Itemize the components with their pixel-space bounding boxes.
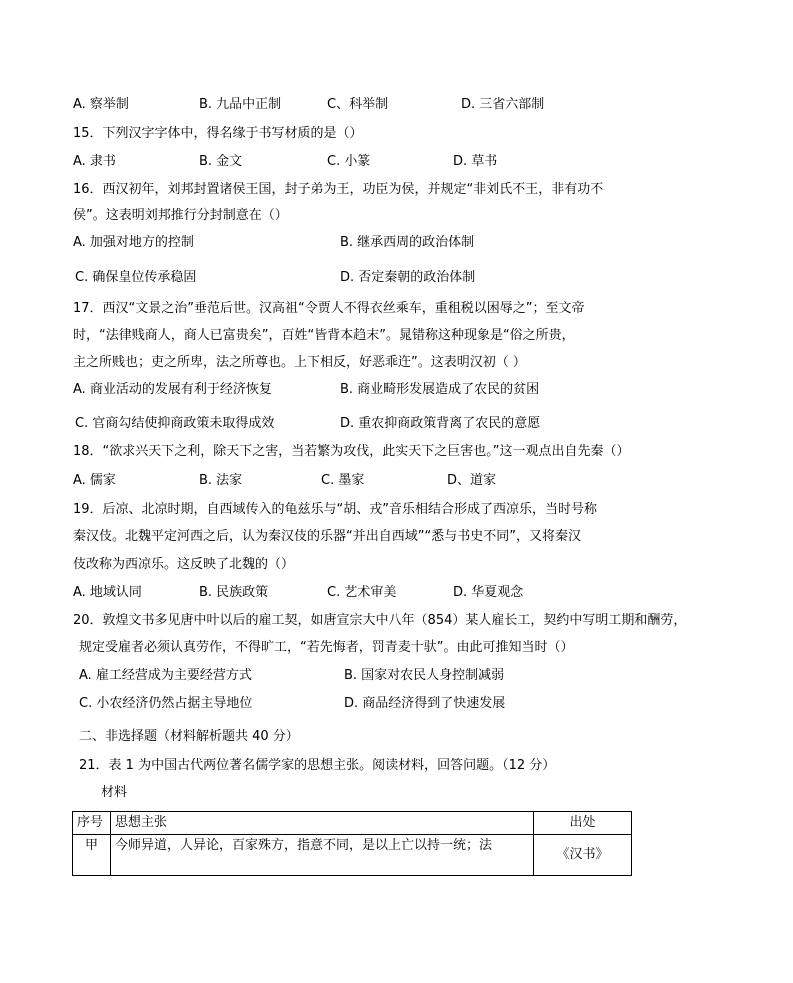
q18-stem: 18．“欲求兴天下之利，除天下之害，当若繁为攻伐，此实天下之巨害也。”这一观点出自先秦（） [73, 444, 630, 459]
q19-option-d: D. 华夏观念 [453, 585, 524, 600]
q20-stem-line-1: 20．敦煌文书多见唐中叶以后的雇工契，如唐宣宗大中八年（854）某人雇长工，契约中写明工期和酬劳， [73, 613, 687, 628]
q18-option-a: A. 儒家 [73, 473, 116, 488]
q16-stem-line-2: 侯”。这表明刘邦推行分封制意在（） [73, 208, 288, 223]
q17-stem-line-1: 17．西汉“文景之治”垂范后世。汉高祖“令贾人不得衣丝乘车，重租税以困辱之”；至文帝 [73, 301, 585, 316]
table-cell-idea: 今师异道，人异论，百家殊方，指意不同，是以上亡以持一统；法 [111, 835, 534, 876]
q14-option-a: A. 察举制 [73, 97, 129, 112]
q17-option-a: A. 商业活动的发展有利于经济恢复 [73, 382, 272, 397]
q15-option-b: B. 金文 [199, 154, 243, 169]
q18-option-b: B. 法家 [199, 473, 243, 488]
material-table [72, 811, 632, 876]
q16-stem-line-1: 16．西汉初年，刘邦封置诸侯王国，封子弟为王，功臣为侯，并规定“非刘氏不王，非有功不 [73, 182, 604, 197]
q19-stem-line-2: 秦汉伎。北魏平定河西之后，认为秦汉伎的乐器“并出自西域”“悉与书史不同”，又将秦汉 [73, 529, 581, 544]
table-header-source: 出处 [534, 812, 632, 835]
q20-stem-line-2: 规定受雇者必须认真劳作，不得旷工，“若先悔者，罚青麦十驮”。由此可推知当时（） [79, 640, 574, 655]
q16-option-a: A. 加强对地方的控制 [73, 235, 194, 250]
q20-option-b: B. 国家对农民人身控制减弱 [344, 668, 505, 683]
q19-option-a: A. 地域认同 [73, 585, 142, 600]
q20-option-d: D. 商品经济得到了快速发展 [344, 696, 506, 711]
section2-title: 二、非选择题（材料解析题共 40 分） [79, 729, 299, 744]
q19-stem-line-3: 伎改称为西凉乐。这反映了北魏的（） [73, 557, 295, 572]
table-cell-source: 《汉书》 [534, 835, 632, 876]
q19-stem-line-1: 19．后凉、北凉时期，自西域传入的龟兹乐与“胡、戎”音乐相结合形成了西凉乐，当时号称 [73, 502, 598, 517]
q16-option-c: C. 确保皇位传承稳固 [75, 270, 197, 285]
table-header-idea: 思想主张 [111, 812, 534, 835]
material-table-header-row [73, 812, 632, 835]
q17-option-c: C. 官商勾结使抑商政策未取得成效 [75, 416, 275, 431]
q19-option-c: C. 艺术审美 [327, 585, 397, 600]
q20-option-c: C. 小农经济仍然占据主导地位 [79, 696, 253, 711]
q16-option-d: D. 否定秦朝的政治体制 [340, 270, 476, 285]
q15-option-a: A. 隶书 [73, 154, 116, 169]
table-row [73, 835, 632, 876]
q17-option-d: D. 重农抑商政策背离了农民的意愿 [340, 416, 541, 431]
q17-stem-line-3: 主之所贱也；吏之所卑，法之所尊也。上下相反，好恶乖迕”。这表明汉初（ ） [73, 355, 526, 370]
q21-material-label: 材料 [101, 785, 128, 800]
q19-option-b: B. 民族政策 [199, 585, 269, 600]
q15-stem: 15．下列汉字字体中，得名缘于书写材质的是（） [73, 126, 363, 141]
q14-option-d: D. 三省六部制 [461, 97, 545, 112]
q14-option-b: B. 九品中正制 [199, 97, 282, 112]
q18-option-d: D、道家 [447, 473, 497, 488]
q18-option-c: C. 墨家 [321, 473, 365, 488]
q16-option-b: B. 继承西周的政治体制 [340, 235, 475, 250]
table-cell-no: 甲 [73, 835, 111, 876]
table-header-no: 序号 [73, 812, 111, 835]
q15-option-c: C. 小篆 [327, 154, 371, 169]
q20-option-a: A. 雇工经营成为主要经营方式 [79, 668, 252, 683]
q15-option-d: D. 草书 [453, 154, 498, 169]
q21-stem: 21．表 1 为中国古代两位著名儒学家的思想主张。阅读材料，回答问题。（12 分） [79, 758, 556, 773]
q14-option-c: C、科举制 [327, 97, 389, 112]
q17-stem-line-2: 时，“法律贱商人，商人已富贵矣”，百姓“皆背本趋末”。晁错称这种现象是“俗之所贵， [73, 328, 575, 343]
q17-option-b: B. 商业畸形发展造成了农民的贫困 [340, 382, 540, 397]
